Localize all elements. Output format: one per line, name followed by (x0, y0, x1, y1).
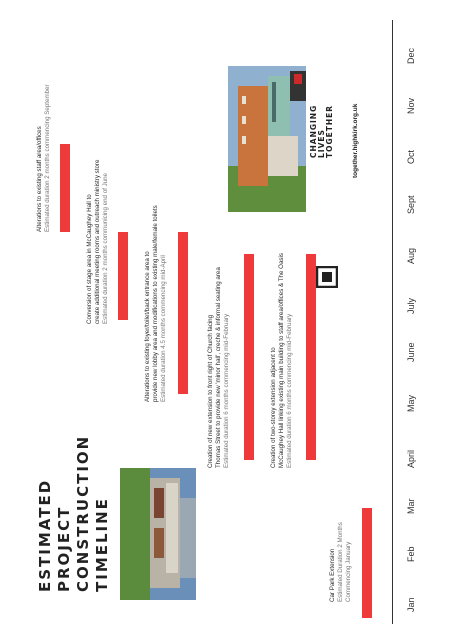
item-title: Alterations to existing foyer/toilet/back entrance area to (144, 251, 151, 402)
rendering-photo-right (228, 66, 306, 212)
item-title: Alterations to existing staff area/offices (36, 126, 43, 232)
month-label-jan: Jan (406, 597, 416, 612)
building-render-image (120, 468, 196, 600)
logo-mark-icon (316, 266, 338, 288)
item-detail: Estimated duration 6 months commencing mid-February (223, 313, 230, 468)
page-title (36, 435, 112, 592)
month-label-sept: Sept (406, 195, 416, 214)
month-label-july: July (406, 297, 416, 314)
timeline-bar-car-park (362, 508, 372, 618)
month-label-nov: Nov (406, 97, 416, 114)
timeline-item-stage (86, 160, 110, 324)
item-title: Conversion of stage area in McCaughey Hall to (86, 194, 93, 324)
item-title: Car Park Extension (329, 548, 336, 602)
month-label-april: April (406, 449, 416, 468)
logo-line-3: TOGETHER (325, 104, 334, 158)
month-label-feb: Feb (406, 546, 416, 562)
logo-line-2: LIVES (317, 129, 326, 158)
title-line-1: ESTIMATED (36, 478, 54, 592)
timeline-item-staff-offices (36, 84, 52, 232)
item-detail: Estimated Duration 2 Months (337, 522, 344, 602)
timeline-bar-two-storey (306, 254, 316, 460)
timeline-bar-staff-offices (60, 144, 70, 232)
item-title: McCaughey Hall linking existing main building to staff area/offices & The Oasis (278, 253, 285, 468)
website-url[interactable]: together.highkirk.org.uk (352, 103, 359, 178)
month-label-oct: Oct (406, 149, 416, 164)
timeline-item-car-park (329, 522, 353, 602)
title-line-2: PROJECT (55, 505, 73, 592)
rendering-photo-left (120, 468, 196, 600)
logo-text (310, 105, 334, 158)
item-title: Creation of two-storey extension adjacent to (270, 347, 277, 468)
item-detail: Estimated duration 2 months commencing September (44, 84, 51, 232)
month-label-aug: Aug (406, 247, 416, 264)
timeline-axis (392, 20, 393, 624)
title-line-4: TIMELINE (93, 497, 111, 592)
month-label-may: May (406, 394, 416, 412)
month-label-dec: Dec (406, 47, 416, 64)
item-title: Creation of new extension to front right of Church facing (207, 314, 214, 468)
item-title: create additional meeting rooms and outreach ministry store (94, 159, 101, 324)
building-render-image-2 (228, 66, 306, 212)
timeline-bar-stage (118, 232, 128, 320)
item-title: Thomas Street to provide new 'minor hall', creche & informal seating area (215, 267, 222, 468)
item-detail: Commencing January (345, 541, 352, 602)
item-detail: Estimated duration 4.5 months commencing mid-April (160, 255, 167, 402)
month-label-june: June (406, 342, 416, 362)
item-detail: Estimated duration 2 months communicing end of June (102, 173, 109, 324)
timeline-item-foyer (144, 205, 168, 402)
timeline-bar-foyer (178, 232, 188, 394)
timeline-bar-new-extension (244, 254, 254, 460)
item-title: provide new lobby area and modifications to existing male/female toilets (152, 205, 159, 402)
timeline-item-two-storey (270, 253, 294, 468)
logo-line-1: CHANGING (309, 104, 318, 158)
timeline-item-new-extension (207, 267, 231, 468)
month-label-mar: Mar (406, 498, 416, 514)
item-detail: Estimated duration 6 months commencing mid-February (286, 313, 293, 468)
title-line-3: CONSTRUCTION (74, 434, 92, 592)
